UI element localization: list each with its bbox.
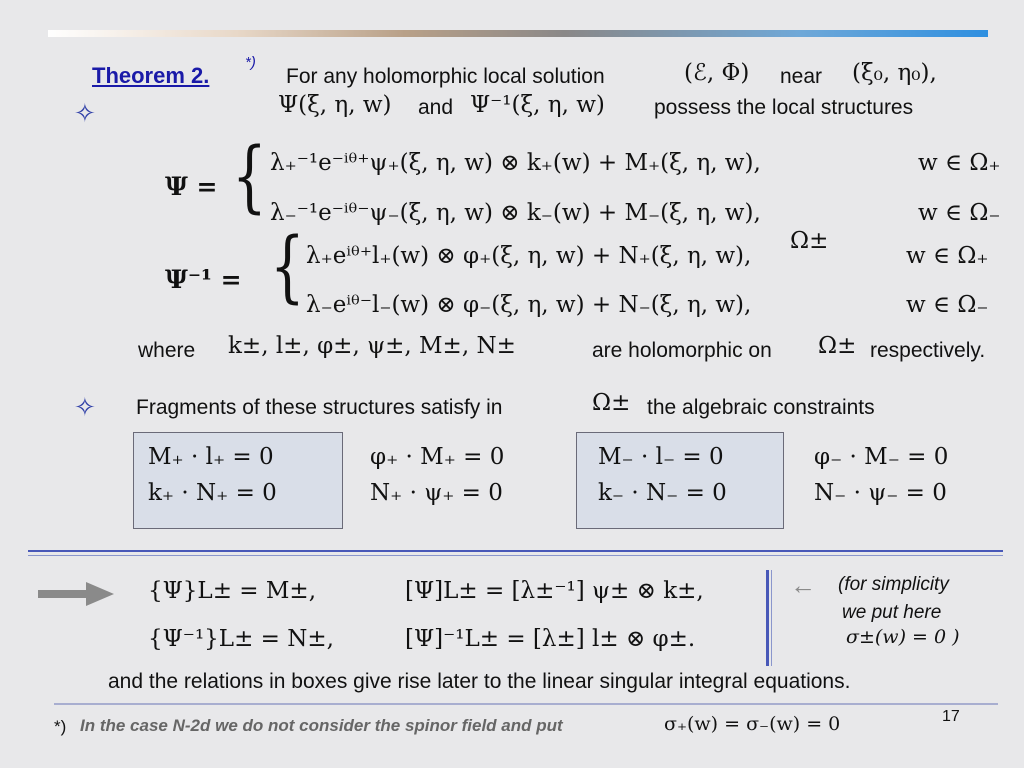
result-line1-b: [Ψ]L± = [λ±⁻¹] ψ± ⊗ k±, [405, 578, 704, 604]
psi-lhs: Ψ = [165, 172, 218, 201]
note-line2: we put here [842, 602, 942, 623]
four-point-star-icon: ✧ [74, 98, 96, 128]
theorem-line1-near: near [780, 65, 823, 88]
psiinv-minus-domain: w ∈ Ω₋ [906, 292, 989, 318]
theorem-footnote-mark: *) [245, 54, 256, 71]
box2-line2: k₋ · N₋ = 0 [598, 480, 727, 506]
footer-text: In the case N-2d we do not consider the spinor field and put [80, 716, 563, 735]
footer-mark: *) [54, 717, 67, 736]
where-label: where [138, 339, 196, 362]
free2-line1: φ₋ · M₋ = 0 [814, 444, 949, 470]
separator-line-bottom [28, 555, 1003, 556]
right-arrow-icon [38, 580, 114, 608]
vertical-divider [766, 570, 769, 666]
theorem-line1-text: For any holomorphic local solution [286, 65, 605, 88]
where-symbols: k±, l±, φ±, ψ±, M±, N± [228, 333, 516, 359]
vertical-divider-shadow [771, 570, 772, 666]
footer-formula: σ₊(w) = σ₋(w) = 0 [664, 713, 841, 735]
psi-minus-domain: w ∈ Ω₋ [918, 200, 1001, 226]
four-point-star-icon: ✧ [74, 392, 96, 422]
page-number: 17 [942, 708, 960, 725]
psiinv-minus-equation: λ₋eⁱᶿ⁻l₋(w) ⊗ φ₋(ξ, η, w) + N₋(ξ, η, w), [306, 292, 752, 318]
theorem-label[interactable]: Theorem 2. [92, 63, 210, 88]
fragments-omega: Ω± [592, 390, 631, 416]
theorem-line1-point: (ξ₀, η₀), [852, 60, 937, 86]
result-line2-a: {Ψ⁻¹}L± = N±, [148, 626, 334, 652]
psi-minus-equation: λ₋⁻¹e⁻ⁱᶿ⁻ψ₋(ξ, η, w) ⊗ k₋(w) + M₋(ξ, η, w), [270, 200, 761, 226]
left-arrow-icon: ← [790, 570, 816, 600]
top-gradient-bar [48, 30, 988, 37]
psiinv-plus-domain: w ∈ Ω₊ [906, 243, 989, 269]
psiinv-brace: { [270, 222, 305, 312]
theorem-line2-and: and [418, 96, 454, 119]
where-text: are holomorphic on [592, 339, 772, 362]
psi-plus-equation: λ₊⁻¹e⁻ⁱᶿ⁺ψ₊(ξ, η, w) ⊗ k₊(w) + M₊(ξ, η, w), [270, 150, 761, 176]
box1-line1: M₊ · l₊ = 0 [148, 444, 274, 470]
theorem-line2-psi: Ψ(ξ, η, w) [278, 92, 392, 118]
result-line1-a: {Ψ}L± = M±, [148, 578, 317, 604]
free1-line2: N₊ · ψ₊ = 0 [370, 480, 503, 506]
where-omega: Ω± [818, 333, 857, 359]
conclusion-text: and the relations in boxes give rise later to the linear singular integral equations. [108, 670, 851, 693]
psi-brace: { [232, 132, 267, 222]
theorem-line1-pair: (ℰ, Φ) [684, 60, 750, 86]
box2-line1: M₋ · l₋ = 0 [598, 444, 724, 470]
box1-line2: k₊ · N₊ = 0 [148, 480, 277, 506]
separator-line-top [28, 550, 1003, 552]
psiinv-plus-equation: λ₊eⁱᶿ⁺l₊(w) ⊗ φ₊(ξ, η, w) + N₊(ξ, η, w), [306, 243, 752, 269]
psiinv-lhs: Ψ⁻¹ = [165, 265, 242, 294]
theorem-line2-text: possess the local structures [654, 96, 914, 119]
fragments-text2: the algebraic constraints [647, 396, 875, 419]
free1-line1: φ₊ · M₊ = 0 [370, 444, 505, 470]
psi-plus-domain: w ∈ Ω₊ [918, 150, 1001, 176]
free2-line2: N₋ · ψ₋ = 0 [814, 480, 947, 506]
note-line1: (for simplicity [838, 574, 949, 595]
where-end: respectively. [870, 339, 986, 362]
footer-rule [54, 703, 998, 705]
note-line3: σ±(w) = 0 ) [846, 626, 960, 648]
stray-omega: Ω± [790, 228, 829, 254]
fragments-text1: Fragments of these structures satisfy in [136, 396, 503, 419]
theorem-line2-psiinv: Ψ⁻¹(ξ, η, w) [470, 92, 605, 118]
result-line2-b: [Ψ]⁻¹L± = [λ±] l± ⊗ φ±. [405, 626, 696, 652]
